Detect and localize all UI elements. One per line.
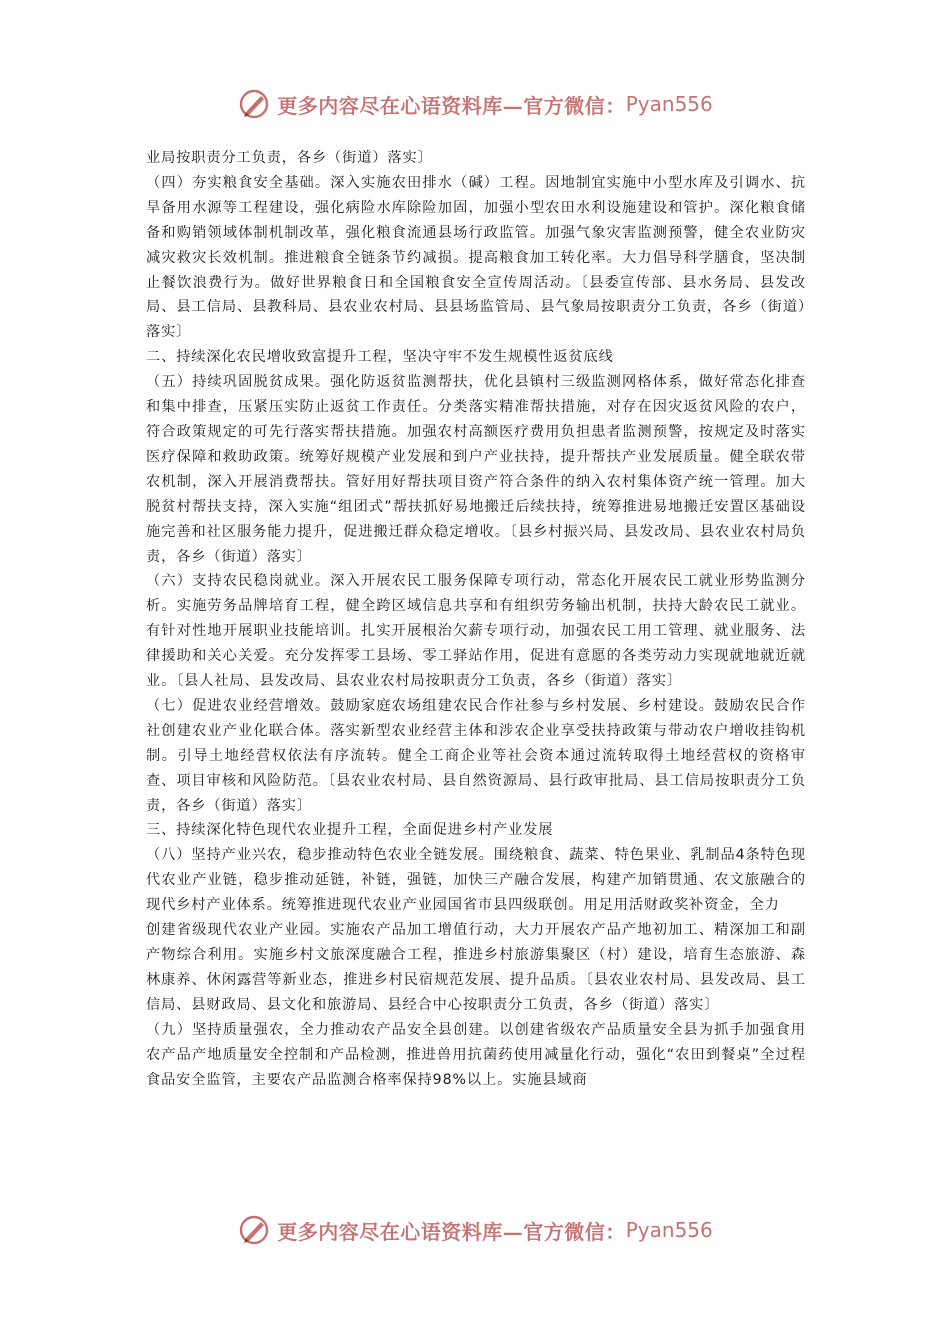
paragraph: （八）坚持产业兴农，稳步推动特色农业全链发展。围绕粮食、蔬菜、特色果业、乳制品4条特色现代农业产业链，稳步推动延链，补链，强链，加快三产融合发展，构建产加销贯通、农文旅融合的现代乡村产业体系。统筹推进现代农业产业园国省市县四级联创。用足用活财政奖补资金，全力 [146, 847, 806, 914]
paragraph: 创建省级现代农业产业园。实施农产品加工增值行动，大力开展农产品产地初加工、精深加工和副产物综合利用。实施乡村文旅深度融合工程，推进乡村旅游集聚区（村）建设，培育生态旅游、森林康养、休闲露营等新业态，推进乡村民宿规范发展、提升品质。〔县农业农村局、县发改局、县工信局、县财政局、县文化和旅游局、县经合中心按职责分工负责，各乡（街道）落实〕 [146, 922, 806, 1013]
paragraph: （七）促进农业经营增效。鼓励家庭农场组建农民合作社参与乡村发展、乡村建设。鼓励农民合作社创建农业产业化联合体。落实新型农业经营主体和涉农企业享受扶持政策与带动农户增收挂钩机制。引导土地经营权依法有序流转。健全工商企业等社会资本通过流转取得土地经营权的资格审查、项目审核和风险防范。〔县农业农村局、县自然资源局、县行政审批局、县工信局按职责分工负责，各乡（街道）落实〕 [146, 697, 806, 814]
paragraph: 业局按职责分工负责，各乡（街道）落实〕 [146, 150, 433, 166]
watermark-banner-top [0, 84, 950, 124]
paragraph: （五）持续巩固脱贫成果。强化防返贫监测帮扶，优化县镇村三级监测网格体系，做好常态化排查和集中排查，压紧压实防止返贫工作责任。分类落实精准帮扶措施，对存在因灾返贫风险的农户，符合政策规定的可先行落实帮扶措施。加强农村高额医疗费用负担患者监测预警，按规定及时落实医疗保障和救助政策。统筹好规模产业发展和到户产业扶持，提升帮扶产业发展质量。健全联农带农机制，深入开展消费帮扶。管好用好帮扶项目资产符合条件的纳入农村集体资产统一管理。加大脱贫村帮扶支持，深入实施“组团式”帮扶抓好易地搬迁后续扶持，统筹推进易地搬迁安置区基础设施完善和社区服务能力提升，促进搬迁群众稳定增收。〔县乡村振兴局、县发改局、县农业农村局负责，各乡（街道）落实〕 [146, 374, 806, 565]
pen-logo-icon [237, 87, 271, 121]
paragraph: （四）夯实粮食安全基础。深入实施农田排水（碱）工程。因地制宜实施中小型水库及引调水、抗旱备用水源等工程建设，强化病险水库除险加固，加强小型农田水利设施建设和管护。深化粮食储备和购销领域体制机制改革，强化粮食流通县场行政监管。加强气象灾害监测预警，健全农业防灾减灾救灾长效机制。推进粮食全链条节约减损。提高粮食加工转化率。大力倡导科学膳食，坚决制止餐饮浪费行为。做好世界粮食日和全国粮食安全宣传周活动。〔县委宣传部、县水务局、县发改局、县工信局、县教科局、县农业农村局、县县场监管局、县气象局按职责分工负责，各乡（街道）落实〕 [146, 174, 806, 341]
section-heading: 二、持续深化农民增收致富提升工程，坚决守牢不发生规模性返贫底线 [146, 349, 614, 366]
pen-logo-icon [237, 1213, 271, 1247]
watermark-wechat-id: Pyan556 [625, 92, 713, 116]
watermark-banner-bottom [0, 1210, 950, 1250]
document-body [146, 146, 806, 1092]
watermark-wechat-id: Pyan556 [625, 1218, 713, 1242]
watermark-text: 更多内容尽在心语资料库—官方微信： [277, 1219, 626, 1244]
section-heading: 三、持续深化特色现代农业提升工程，全面促进乡村产业发展 [146, 822, 554, 839]
paragraph: （六）支持农民稳岗就业。深入开展农民工服务保障专项行动，常态化开展农民工就业形势监测分析。实施劳务品牌培育工程，健全跨区域信息共享和有组织劳务输出机制，扶持大龄农民工就业。有针对性地开展职业技能培训。扎实开展根治欠薪专项行动，加强农民工用工管理、就业服务、法律援助和关心关爱。充分发挥零工县场、零工驿站作用，促进有意愿的各类劳动力实现就地就近就业。〔县人社局、县发改局、县农业农村局按职责分工负责，各乡（街道）落实〕 [146, 573, 806, 690]
paragraph: （九）坚持质量强农，全力推动农产品安全县创建。以创建省级农产品质量安全县为抓手加强食用农产品产地质量安全控制和产品检测，推进兽用抗菌药使用减量化行动，强化“农田到餐桌”全过程食品安全监管，主要农产品监测合格率保持98%以上。实施县域商 [146, 1021, 806, 1088]
watermark-text: 更多内容尽在心语资料库—官方微信： [277, 93, 626, 118]
